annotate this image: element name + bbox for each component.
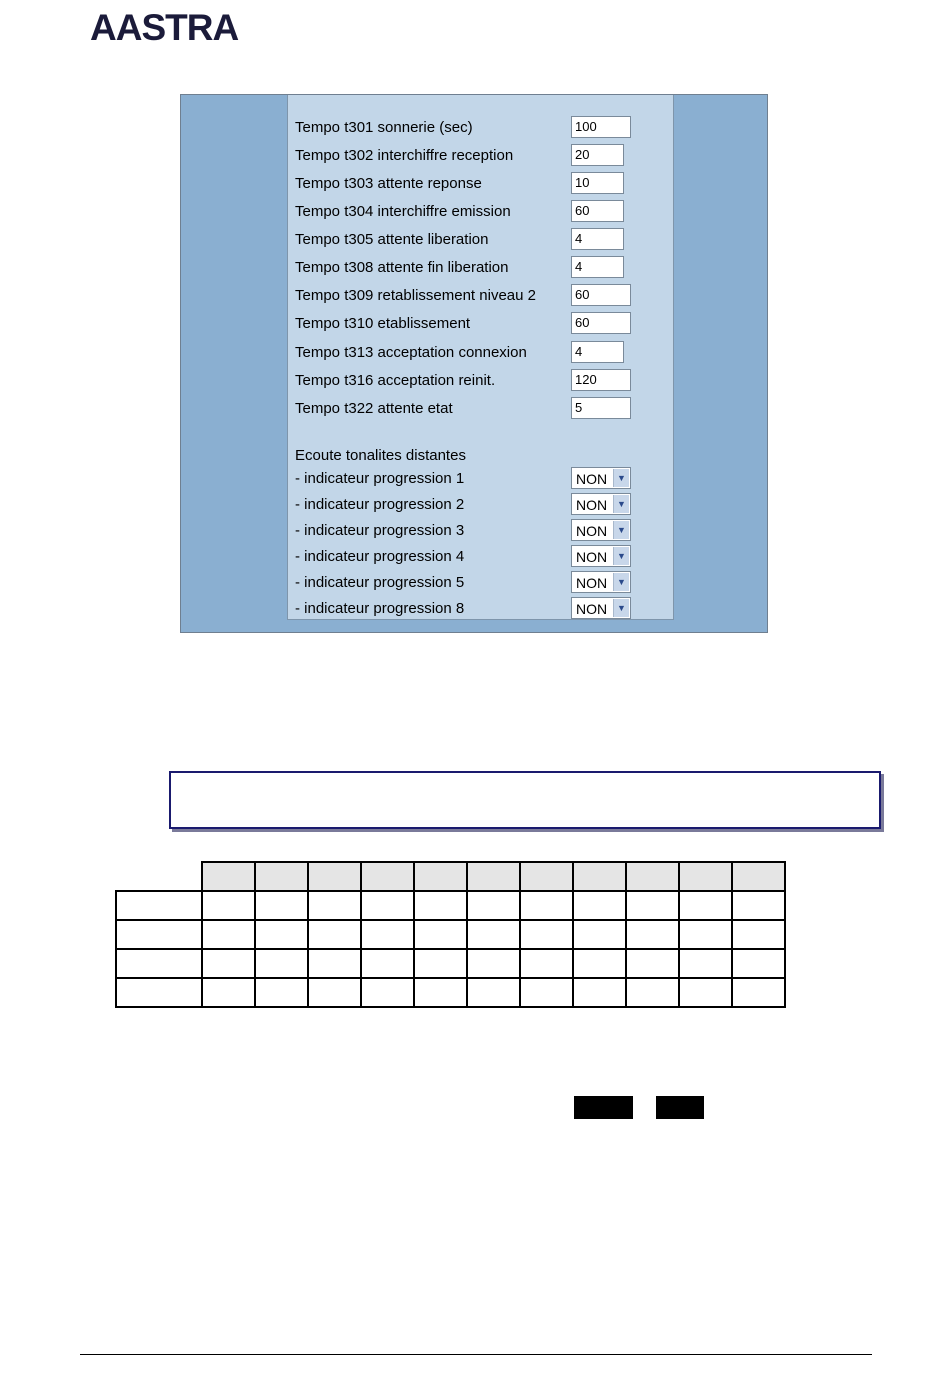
table-cell [679,978,732,1007]
indicator-row-4 [295,545,665,569]
timer-label: Tempo t305 attente liberation [295,231,489,248]
table-cell [732,978,785,1007]
table-cell [573,978,626,1007]
table-cell [520,891,573,920]
timer-label: Tempo t313 acceptation connexion [295,344,527,361]
table-cell [308,949,361,978]
table-cell [414,920,467,949]
timer-label: Tempo t308 attente fin liberation [295,259,509,276]
timer-label: Tempo t309 retablissement niveau 2 [295,287,536,304]
indicator-row-2 [295,493,665,517]
timer-input-t313[interactable]: 4 [571,341,624,363]
table-cell [573,920,626,949]
framed-note-box [169,771,881,829]
table-cell [361,978,414,1007]
table-cell [202,978,255,1007]
table-row-header [116,891,202,920]
table-row-header [116,978,202,1007]
indicator-select-2[interactable] [571,493,631,515]
indicator-row-8 [295,597,665,621]
table-cell [361,891,414,920]
indicator-row-5 [295,571,665,595]
indicator-select-5[interactable] [571,571,631,593]
timer-input-t304[interactable]: 60 [571,200,624,222]
timer-input-t316[interactable]: 120 [571,369,631,391]
timer-label: Tempo t302 interchiffre reception [295,147,514,164]
table-cell [202,920,255,949]
indicator-label: - indicateur progression 1 [295,470,465,487]
timer-label: Tempo t310 etablissement [295,315,471,332]
table-cell [361,949,414,978]
table-cell [626,920,679,949]
timer-label: Tempo t322 attente etat [295,400,453,417]
timer-row-t301 [295,116,665,140]
timer-row-t302 [295,144,665,168]
table-cell [520,920,573,949]
table-cell [679,891,732,920]
chevron-down-icon[interactable]: ▼ [613,495,629,513]
timer-row-t304 [295,200,665,224]
table-cell [467,891,520,920]
table-cell [255,891,308,920]
timer-label: Tempo t303 attente reponse [295,175,482,192]
table-cell [467,920,520,949]
grid-table [115,861,786,1008]
timer-row-t322 [295,397,665,421]
timer-label: Tempo t316 acceptation reinit. [295,372,496,389]
indicator-select-8[interactable] [571,597,631,619]
table-cell [573,891,626,920]
table-header-cell [255,862,308,891]
timer-label: Tempo t304 interchiffre emission [295,203,511,220]
table-header-cell [679,862,732,891]
table-row [116,920,785,949]
indicator-select-3[interactable] [571,519,631,541]
table-header-cell [573,862,626,891]
timer-input-t309[interactable]: 60 [571,284,631,306]
select-value: NON [576,575,608,591]
timer-row-t308 [295,256,665,280]
timer-row-t310 [295,312,665,336]
select-value: NON [576,601,608,617]
timer-input-t302[interactable]: 20 [571,144,624,166]
timer-label: Tempo t301 sonnerie (sec) [295,119,473,136]
redacted-block [656,1096,704,1119]
select-value: NON [576,471,608,487]
timer-row-t316 [295,369,665,393]
indicator-row-1 [295,467,665,491]
indicator-select-1[interactable] [571,467,631,489]
redacted-block [574,1096,633,1119]
table-cell [732,920,785,949]
table-cell [414,978,467,1007]
settings-screenshot [180,94,768,633]
settings-form [287,95,674,620]
timer-row-t309 [295,284,665,308]
indicator-row-3 [295,519,665,543]
table-header-cell [202,862,255,891]
chevron-down-icon[interactable]: ▼ [613,521,629,539]
table-cell [202,949,255,978]
chevron-down-icon[interactable]: ▼ [613,469,629,487]
table-cell [414,949,467,978]
table-header-cell [467,862,520,891]
table-header-cell [520,862,573,891]
table-cell [308,978,361,1007]
table-cell [467,978,520,1007]
table-cell [626,891,679,920]
table-cell [255,949,308,978]
table-row [116,978,785,1007]
chevron-down-icon[interactable]: ▼ [613,599,629,617]
timer-input-t310[interactable]: 60 [571,312,631,334]
indicator-label: - indicateur progression 4 [295,548,465,565]
section-title: Ecoute tonalites distantes [295,447,466,464]
table-cell [520,949,573,978]
indicator-label: - indicateur progression 5 [295,574,465,591]
table-row-header [116,920,202,949]
chevron-down-icon[interactable]: ▼ [613,547,629,565]
footer-rule [80,1354,872,1355]
table-row [116,891,785,920]
table-cell [626,978,679,1007]
timer-input-t303[interactable]: 10 [571,172,624,194]
select-value: NON [576,523,608,539]
indicator-label: - indicateur progression 3 [295,522,465,539]
table-row [116,949,785,978]
timer-input-t301[interactable]: 100 [571,116,631,138]
table-header-cell [308,862,361,891]
table-header-cell [626,862,679,891]
table-cell [732,891,785,920]
timer-row-t303 [295,172,665,196]
table-corner [116,862,202,891]
table-cell [202,891,255,920]
select-value: NON [576,549,608,565]
timer-input-t322[interactable]: 5 [571,397,631,419]
table-header-cell [414,862,467,891]
indicator-select-4[interactable] [571,545,631,567]
table-cell [732,949,785,978]
table-cell [679,949,732,978]
table-cell [414,891,467,920]
table-cell [255,978,308,1007]
table-cell [308,891,361,920]
table-header-cell [361,862,414,891]
table-cell [308,920,361,949]
table-cell [626,949,679,978]
table-header-cell [732,862,785,891]
table-cell [467,949,520,978]
select-value: NON [576,497,608,513]
table-cell [520,978,573,1007]
table-cell [255,920,308,949]
timer-input-t305[interactable]: 4 [571,228,624,250]
table-header-row [116,862,785,891]
table-cell [679,920,732,949]
table-cell [361,920,414,949]
table-cell [573,949,626,978]
indicator-label: - indicateur progression 8 [295,600,465,617]
timer-row-t305 [295,228,665,252]
timer-row-t313 [295,341,665,365]
chevron-down-icon[interactable]: ▼ [613,573,629,591]
timer-input-t308[interactable]: 4 [571,256,624,278]
indicator-label: - indicateur progression 2 [295,496,465,513]
table-row-header [116,949,202,978]
aastra-logo: AASTRA [90,7,239,48]
